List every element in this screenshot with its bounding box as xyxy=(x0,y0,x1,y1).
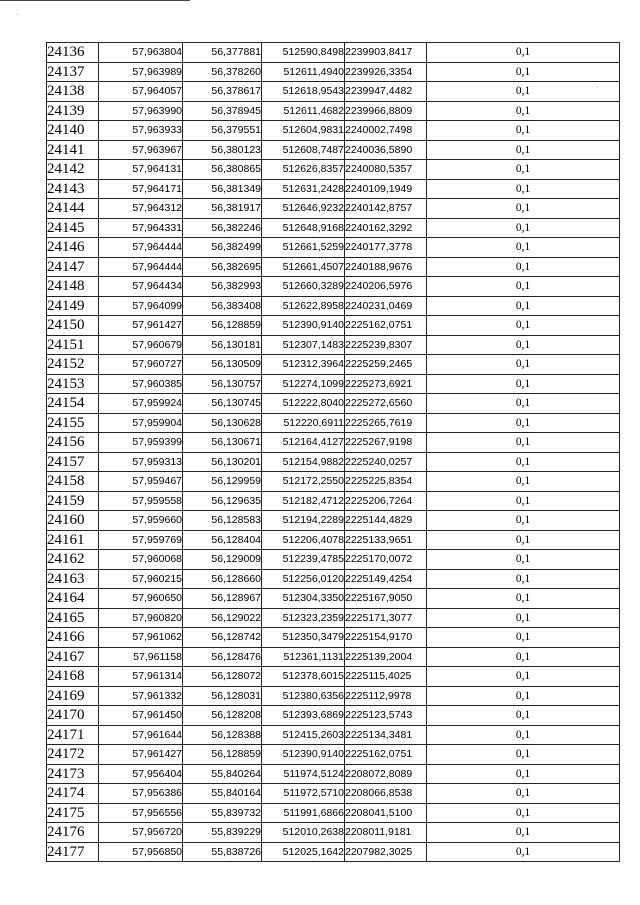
latitude-cell: 57,963933 xyxy=(99,121,183,141)
y-coordinate-cell: 2240162,3292 xyxy=(345,218,427,238)
latitude-cell: 57,961644 xyxy=(99,725,183,745)
y-coordinate-cell: 2207982,3025 xyxy=(345,842,427,862)
table-row xyxy=(47,511,620,531)
longitude-cell: 56,383408 xyxy=(183,296,262,316)
point-id-cell: 24161 xyxy=(47,530,99,550)
x-coordinate-cell: 512350,3479 xyxy=(262,628,345,648)
y-coordinate-cell: 2225123,5743 xyxy=(345,706,427,726)
longitude-cell: 55,839732 xyxy=(183,803,262,823)
x-coordinate-cell: 512010,2638 xyxy=(262,823,345,843)
table-row xyxy=(47,277,620,297)
point-id-cell: 24145 xyxy=(47,218,99,238)
value-cell: 0,1 xyxy=(427,725,620,745)
latitude-cell: 57,956404 xyxy=(99,764,183,784)
table-row xyxy=(47,686,620,706)
point-id-cell: 24163 xyxy=(47,569,99,589)
longitude-cell: 56,378945 xyxy=(183,101,262,121)
latitude-cell: 57,956720 xyxy=(99,823,183,843)
longitude-cell: 56,382246 xyxy=(183,218,262,238)
longitude-cell: 56,379551 xyxy=(183,121,262,141)
value-cell: 0,1 xyxy=(427,277,620,297)
point-id-cell: 24155 xyxy=(47,413,99,433)
latitude-cell: 57,960215 xyxy=(99,569,183,589)
latitude-cell: 57,961062 xyxy=(99,628,183,648)
y-coordinate-cell: 2225139,2004 xyxy=(345,647,427,667)
table-row xyxy=(47,433,620,453)
value-cell: 0,1 xyxy=(427,608,620,628)
x-coordinate-cell: 512172,2550 xyxy=(262,472,345,492)
longitude-cell: 56,129959 xyxy=(183,472,262,492)
table-row xyxy=(47,569,620,589)
table-row xyxy=(47,121,620,141)
value-cell: 0,1 xyxy=(427,238,620,258)
table-row xyxy=(47,160,620,180)
y-coordinate-cell: 2239926,3354 xyxy=(345,62,427,82)
point-id-cell: 24146 xyxy=(47,238,99,258)
value-cell: 0,1 xyxy=(427,218,620,238)
table-row xyxy=(47,179,620,199)
point-id-cell: 24153 xyxy=(47,374,99,394)
latitude-cell: 57,963804 xyxy=(99,43,183,63)
x-coordinate-cell: 512415,2603 xyxy=(262,725,345,745)
x-coordinate-cell: 512622,8958 xyxy=(262,296,345,316)
point-id-cell: 24138 xyxy=(47,82,99,102)
x-coordinate-cell: 512618,9543 xyxy=(262,82,345,102)
coordinates-table-body xyxy=(47,43,620,862)
table-row xyxy=(47,140,620,160)
x-coordinate-cell: 512154,9882 xyxy=(262,452,345,472)
x-coordinate-cell: 512239,4785 xyxy=(262,550,345,570)
table-row xyxy=(47,803,620,823)
y-coordinate-cell: 2225171,3077 xyxy=(345,608,427,628)
y-coordinate-cell: 2225265,7619 xyxy=(345,413,427,433)
latitude-cell: 57,964099 xyxy=(99,296,183,316)
longitude-cell: 56,128388 xyxy=(183,725,262,745)
latitude-cell: 57,964171 xyxy=(99,179,183,199)
value-cell: 0,1 xyxy=(427,296,620,316)
value-cell: 0,1 xyxy=(427,511,620,531)
y-coordinate-cell: 2240188,9676 xyxy=(345,257,427,277)
table-row xyxy=(47,842,620,862)
latitude-cell: 57,963990 xyxy=(99,101,183,121)
y-coordinate-cell: 2225273,6921 xyxy=(345,374,427,394)
latitude-cell: 57,963967 xyxy=(99,140,183,160)
y-coordinate-cell: 2240177,3778 xyxy=(345,238,427,258)
x-coordinate-cell: 512361,1131 xyxy=(262,647,345,667)
value-cell: 0,1 xyxy=(427,433,620,453)
latitude-cell: 57,956556 xyxy=(99,803,183,823)
x-coordinate-cell: 512660,3289 xyxy=(262,277,345,297)
y-coordinate-cell: 2225206,7264 xyxy=(345,491,427,511)
longitude-cell: 56,128031 xyxy=(183,686,262,706)
point-id-cell: 24159 xyxy=(47,491,99,511)
x-coordinate-cell: 512304,3350 xyxy=(262,589,345,609)
table-row xyxy=(47,199,620,219)
latitude-cell: 57,960068 xyxy=(99,550,183,570)
latitude-cell: 57,964444 xyxy=(99,238,183,258)
value-cell: 0,1 xyxy=(427,842,620,862)
value-cell: 0,1 xyxy=(427,413,620,433)
value-cell: 0,1 xyxy=(427,179,620,199)
latitude-cell: 57,961450 xyxy=(99,706,183,726)
value-cell: 0,1 xyxy=(427,140,620,160)
y-coordinate-cell: 2225115,4025 xyxy=(345,667,427,687)
latitude-cell: 57,963989 xyxy=(99,62,183,82)
table-row xyxy=(47,218,620,238)
longitude-cell: 56,380865 xyxy=(183,160,262,180)
longitude-cell: 56,130181 xyxy=(183,335,262,355)
y-coordinate-cell: 2240231,0469 xyxy=(345,296,427,316)
table-row xyxy=(47,608,620,628)
value-cell: 0,1 xyxy=(427,199,620,219)
y-coordinate-cell: 2225167,9050 xyxy=(345,589,427,609)
value-cell: 0,1 xyxy=(427,745,620,765)
longitude-cell: 56,129635 xyxy=(183,491,262,511)
x-coordinate-cell: 512590,8498 xyxy=(262,43,345,63)
longitude-cell: 55,838726 xyxy=(183,842,262,862)
y-coordinate-cell: 2225149,4254 xyxy=(345,569,427,589)
point-id-cell: 24150 xyxy=(47,316,99,336)
latitude-cell: 57,964312 xyxy=(99,199,183,219)
point-id-cell: 24152 xyxy=(47,355,99,375)
table-row xyxy=(47,257,620,277)
table-row xyxy=(47,374,620,394)
longitude-cell: 56,130201 xyxy=(183,452,262,472)
table-row xyxy=(47,667,620,687)
value-cell: 0,1 xyxy=(427,43,620,63)
x-coordinate-cell: 512378,6015 xyxy=(262,667,345,687)
latitude-cell: 57,959467 xyxy=(99,472,183,492)
point-id-cell: 24137 xyxy=(47,62,99,82)
latitude-cell: 57,964331 xyxy=(99,218,183,238)
table-row xyxy=(47,296,620,316)
y-coordinate-cell: 2240002,7498 xyxy=(345,121,427,141)
value-cell: 0,1 xyxy=(427,316,620,336)
value-cell: 0,1 xyxy=(427,257,620,277)
table-row xyxy=(47,335,620,355)
y-coordinate-cell: 2208072,8089 xyxy=(345,764,427,784)
value-cell: 0,1 xyxy=(427,784,620,804)
point-id-cell: 24177 xyxy=(47,842,99,862)
y-coordinate-cell: 2225267,9198 xyxy=(345,433,427,453)
latitude-cell: 57,961158 xyxy=(99,647,183,667)
x-coordinate-cell: 512390,9140 xyxy=(262,745,345,765)
scan-speck: · xyxy=(596,82,599,91)
latitude-cell: 57,964057 xyxy=(99,82,183,102)
value-cell: 0,1 xyxy=(427,530,620,550)
latitude-cell: 57,959924 xyxy=(99,394,183,414)
point-id-cell: 24141 xyxy=(47,140,99,160)
point-id-cell: 24162 xyxy=(47,550,99,570)
y-coordinate-cell: 2225272,6560 xyxy=(345,394,427,414)
y-coordinate-cell: 2240206,5976 xyxy=(345,277,427,297)
latitude-cell: 57,964131 xyxy=(99,160,183,180)
y-coordinate-cell: 2225239,8307 xyxy=(345,335,427,355)
y-coordinate-cell: 2225240,0257 xyxy=(345,452,427,472)
value-cell: 0,1 xyxy=(427,706,620,726)
point-id-cell: 24142 xyxy=(47,160,99,180)
x-coordinate-cell: 511974,5124 xyxy=(262,764,345,784)
longitude-cell: 56,128583 xyxy=(183,511,262,531)
latitude-cell: 57,964434 xyxy=(99,277,183,297)
longitude-cell: 56,128208 xyxy=(183,706,262,726)
y-coordinate-cell: 2239903,8417 xyxy=(345,43,427,63)
longitude-cell: 56,130671 xyxy=(183,433,262,453)
latitude-cell: 57,961427 xyxy=(99,316,183,336)
y-coordinate-cell: 2225112,9978 xyxy=(345,686,427,706)
x-coordinate-cell: 512611,4682 xyxy=(262,101,345,121)
table-row xyxy=(47,413,620,433)
point-id-cell: 24164 xyxy=(47,589,99,609)
y-coordinate-cell: 2240142,8757 xyxy=(345,199,427,219)
value-cell: 0,1 xyxy=(427,335,620,355)
longitude-cell: 56,128859 xyxy=(183,745,262,765)
table-row xyxy=(47,491,620,511)
x-coordinate-cell: 512206,4078 xyxy=(262,530,345,550)
longitude-cell: 56,128859 xyxy=(183,316,262,336)
x-coordinate-cell: 512182,4712 xyxy=(262,491,345,511)
point-id-cell: 24154 xyxy=(47,394,99,414)
point-id-cell: 24167 xyxy=(47,647,99,667)
scan-speck: · xyxy=(16,10,19,19)
value-cell: 0,1 xyxy=(427,452,620,472)
top-rule-line xyxy=(0,0,190,1)
latitude-cell: 57,959769 xyxy=(99,530,183,550)
point-id-cell: 24175 xyxy=(47,803,99,823)
longitude-cell: 56,130628 xyxy=(183,413,262,433)
value-cell: 0,1 xyxy=(427,374,620,394)
x-coordinate-cell: 512312,3964 xyxy=(262,355,345,375)
point-id-cell: 24169 xyxy=(47,686,99,706)
longitude-cell: 56,382993 xyxy=(183,277,262,297)
point-id-cell: 24174 xyxy=(47,784,99,804)
latitude-cell: 57,959313 xyxy=(99,452,183,472)
latitude-cell: 57,959660 xyxy=(99,511,183,531)
value-cell: 0,1 xyxy=(427,569,620,589)
table-row xyxy=(47,725,620,745)
value-cell: 0,1 xyxy=(427,803,620,823)
longitude-cell: 56,378260 xyxy=(183,62,262,82)
x-coordinate-cell: 512220,6911 xyxy=(262,413,345,433)
table-row xyxy=(47,589,620,609)
longitude-cell: 56,128742 xyxy=(183,628,262,648)
longitude-cell: 56,377881 xyxy=(183,43,262,63)
x-coordinate-cell: 512393,6869 xyxy=(262,706,345,726)
y-coordinate-cell: 2225225,8354 xyxy=(345,472,427,492)
latitude-cell: 57,960679 xyxy=(99,335,183,355)
table-row xyxy=(47,530,620,550)
x-coordinate-cell: 512380,6356 xyxy=(262,686,345,706)
x-coordinate-cell: 512604,9831 xyxy=(262,121,345,141)
point-id-cell: 24172 xyxy=(47,745,99,765)
value-cell: 0,1 xyxy=(427,160,620,180)
table-row xyxy=(47,82,620,102)
value-cell: 0,1 xyxy=(427,101,620,121)
value-cell: 0,1 xyxy=(427,62,620,82)
value-cell: 0,1 xyxy=(427,589,620,609)
point-id-cell: 24157 xyxy=(47,452,99,472)
x-coordinate-cell: 512194,2289 xyxy=(262,511,345,531)
point-id-cell: 24168 xyxy=(47,667,99,687)
point-id-cell: 24173 xyxy=(47,764,99,784)
table-row xyxy=(47,647,620,667)
x-coordinate-cell: 512661,4507 xyxy=(262,257,345,277)
longitude-cell: 56,128072 xyxy=(183,667,262,687)
latitude-cell: 57,959399 xyxy=(99,433,183,453)
table-row xyxy=(47,394,620,414)
x-coordinate-cell: 511991,6866 xyxy=(262,803,345,823)
y-coordinate-cell: 2208011,9181 xyxy=(345,823,427,843)
point-id-cell: 24170 xyxy=(47,706,99,726)
value-cell: 0,1 xyxy=(427,686,620,706)
point-id-cell: 24139 xyxy=(47,101,99,121)
point-id-cell: 24158 xyxy=(47,472,99,492)
value-cell: 0,1 xyxy=(427,355,620,375)
x-coordinate-cell: 512648,9168 xyxy=(262,218,345,238)
x-coordinate-cell: 512164,4127 xyxy=(262,433,345,453)
latitude-cell: 57,959558 xyxy=(99,491,183,511)
x-coordinate-cell: 512661,5259 xyxy=(262,238,345,258)
longitude-cell: 56,128967 xyxy=(183,589,262,609)
point-id-cell: 24149 xyxy=(47,296,99,316)
value-cell: 0,1 xyxy=(427,394,620,414)
point-id-cell: 24136 xyxy=(47,43,99,63)
latitude-cell: 57,961427 xyxy=(99,745,183,765)
table-row xyxy=(47,101,620,121)
y-coordinate-cell: 2240036,5890 xyxy=(345,140,427,160)
table-row xyxy=(47,472,620,492)
value-cell: 0,1 xyxy=(427,472,620,492)
y-coordinate-cell: 2225144,4829 xyxy=(345,511,427,531)
point-id-cell: 24160 xyxy=(47,511,99,531)
y-coordinate-cell: 2225133,9651 xyxy=(345,530,427,550)
value-cell: 0,1 xyxy=(427,764,620,784)
table-row xyxy=(47,550,620,570)
y-coordinate-cell: 2208066,8538 xyxy=(345,784,427,804)
y-coordinate-cell: 2225162,0751 xyxy=(345,316,427,336)
latitude-cell: 57,964444 xyxy=(99,257,183,277)
coordinates-table xyxy=(46,42,620,862)
value-cell: 0,1 xyxy=(427,823,620,843)
x-coordinate-cell: 512631,2428 xyxy=(262,179,345,199)
latitude-cell: 57,960727 xyxy=(99,355,183,375)
y-coordinate-cell: 2225170,0072 xyxy=(345,550,427,570)
x-coordinate-cell: 512222,8040 xyxy=(262,394,345,414)
y-coordinate-cell: 2240109,1949 xyxy=(345,179,427,199)
y-coordinate-cell: 2239947,4482 xyxy=(345,82,427,102)
point-id-cell: 24171 xyxy=(47,725,99,745)
point-id-cell: 24166 xyxy=(47,628,99,648)
longitude-cell: 56,128404 xyxy=(183,530,262,550)
point-id-cell: 24140 xyxy=(47,121,99,141)
value-cell: 0,1 xyxy=(427,82,620,102)
x-coordinate-cell: 512307,1483 xyxy=(262,335,345,355)
y-coordinate-cell: 2240080,5357 xyxy=(345,160,427,180)
x-coordinate-cell: 512646,9232 xyxy=(262,199,345,219)
latitude-cell: 57,961332 xyxy=(99,686,183,706)
point-id-cell: 24165 xyxy=(47,608,99,628)
longitude-cell: 56,130757 xyxy=(183,374,262,394)
longitude-cell: 55,840164 xyxy=(183,784,262,804)
table-row xyxy=(47,62,620,82)
x-coordinate-cell: 512025,1642 xyxy=(262,842,345,862)
y-coordinate-cell: 2225259,2465 xyxy=(345,355,427,375)
longitude-cell: 56,378617 xyxy=(183,82,262,102)
point-id-cell: 24176 xyxy=(47,823,99,843)
table-row xyxy=(47,452,620,472)
x-coordinate-cell: 512323,2359 xyxy=(262,608,345,628)
y-coordinate-cell: 2239966,8809 xyxy=(345,101,427,121)
value-cell: 0,1 xyxy=(427,491,620,511)
value-cell: 0,1 xyxy=(427,628,620,648)
longitude-cell: 56,382499 xyxy=(183,238,262,258)
y-coordinate-cell: 2225134,3481 xyxy=(345,725,427,745)
y-coordinate-cell: 2225154,9170 xyxy=(345,628,427,648)
x-coordinate-cell: 512256,0120 xyxy=(262,569,345,589)
table-row xyxy=(47,238,620,258)
point-id-cell: 24148 xyxy=(47,277,99,297)
longitude-cell: 56,128660 xyxy=(183,569,262,589)
longitude-cell: 56,130509 xyxy=(183,355,262,375)
point-id-cell: 24143 xyxy=(47,179,99,199)
x-coordinate-cell: 511972,5710 xyxy=(262,784,345,804)
x-coordinate-cell: 512611,4940 xyxy=(262,62,345,82)
table-row xyxy=(47,784,620,804)
latitude-cell: 57,960650 xyxy=(99,589,183,609)
y-coordinate-cell: 2208041,5100 xyxy=(345,803,427,823)
latitude-cell: 57,960385 xyxy=(99,374,183,394)
longitude-cell: 56,128476 xyxy=(183,647,262,667)
value-cell: 0,1 xyxy=(427,667,620,687)
table-row xyxy=(47,43,620,63)
latitude-cell: 57,956850 xyxy=(99,842,183,862)
latitude-cell: 57,959904 xyxy=(99,413,183,433)
value-cell: 0,1 xyxy=(427,647,620,667)
table-row xyxy=(47,706,620,726)
table-row xyxy=(47,823,620,843)
longitude-cell: 56,381349 xyxy=(183,179,262,199)
table-row xyxy=(47,355,620,375)
table-row xyxy=(47,628,620,648)
longitude-cell: 56,129009 xyxy=(183,550,262,570)
point-id-cell: 24144 xyxy=(47,199,99,219)
longitude-cell: 56,381917 xyxy=(183,199,262,219)
longitude-cell: 56,380123 xyxy=(183,140,262,160)
latitude-cell: 57,961314 xyxy=(99,667,183,687)
value-cell: 0,1 xyxy=(427,121,620,141)
latitude-cell: 57,956386 xyxy=(99,784,183,804)
x-coordinate-cell: 512274,1099 xyxy=(262,374,345,394)
value-cell: 0,1 xyxy=(427,550,620,570)
table-row xyxy=(47,316,620,336)
latitude-cell: 57,960820 xyxy=(99,608,183,628)
x-coordinate-cell: 512608,7487 xyxy=(262,140,345,160)
longitude-cell: 56,382695 xyxy=(183,257,262,277)
x-coordinate-cell: 512390,9140 xyxy=(262,316,345,336)
longitude-cell: 56,130745 xyxy=(183,394,262,414)
y-coordinate-cell: 2225162,0751 xyxy=(345,745,427,765)
longitude-cell: 56,129022 xyxy=(183,608,262,628)
longitude-cell: 55,839229 xyxy=(183,823,262,843)
table-row xyxy=(47,764,620,784)
x-coordinate-cell: 512626,8357 xyxy=(262,160,345,180)
point-id-cell: 24151 xyxy=(47,335,99,355)
longitude-cell: 55,840264 xyxy=(183,764,262,784)
point-id-cell: 24156 xyxy=(47,433,99,453)
point-id-cell: 24147 xyxy=(47,257,99,277)
table-row xyxy=(47,745,620,765)
